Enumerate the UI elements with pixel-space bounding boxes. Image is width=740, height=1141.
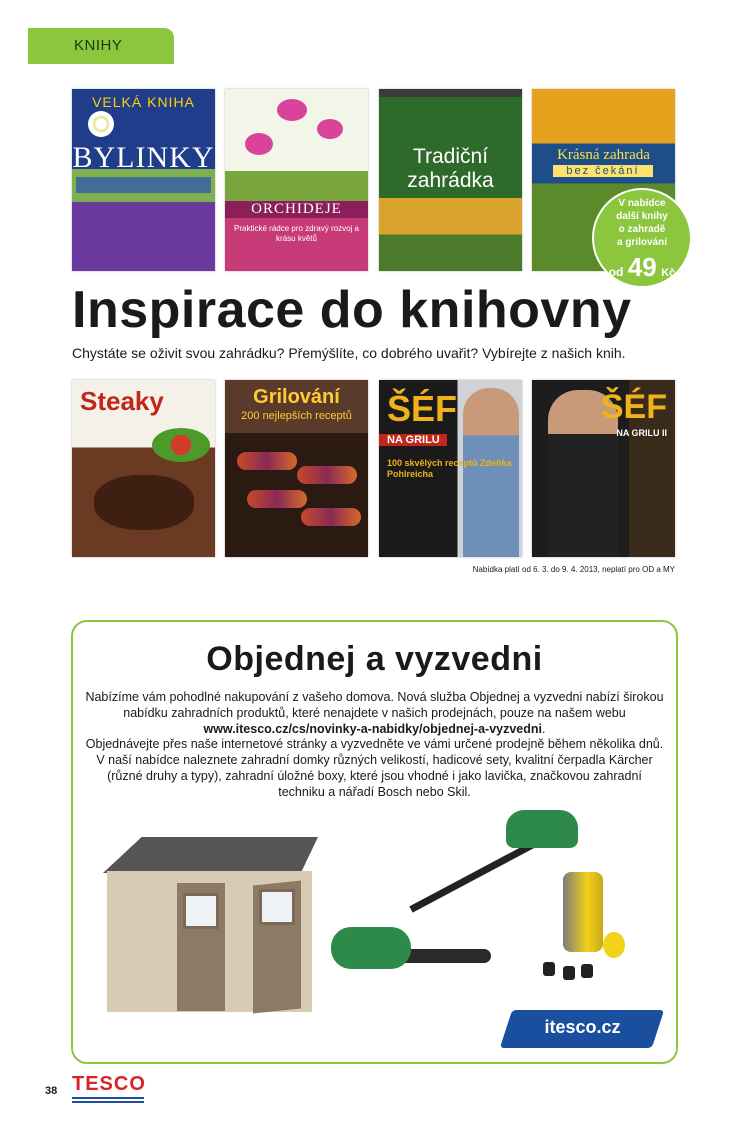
salad-image bbox=[152, 428, 210, 462]
promo-line: a grilování bbox=[616, 237, 667, 248]
saw-motor bbox=[331, 927, 411, 969]
flower-image bbox=[88, 111, 114, 137]
book-title: ORCHIDEJE bbox=[225, 201, 368, 218]
book-title: ŠÉF bbox=[600, 388, 667, 426]
price-value: 49 bbox=[627, 252, 657, 282]
orchid-petal-image bbox=[245, 133, 273, 155]
page-number: 38 bbox=[45, 1085, 58, 1097]
pump-float bbox=[603, 932, 625, 958]
offer-validity-note: Nabídka platí od 6. 3. do 9. 4. 2013, neplatí pro OD a MY bbox=[472, 565, 675, 574]
skewer-image bbox=[297, 466, 357, 484]
pump-fitting bbox=[563, 966, 575, 980]
chainsaw-image bbox=[331, 917, 491, 987]
itesco-web-badge[interactable] bbox=[500, 1010, 664, 1048]
book-cover-tradicni-zahradka[interactable] bbox=[379, 89, 522, 271]
pump-fitting bbox=[581, 964, 593, 978]
book-cover-steaky[interactable] bbox=[72, 380, 215, 557]
book-cover-sef-na-grilu-2[interactable] bbox=[532, 380, 675, 557]
book-title-top: VELKÁ KNIHA bbox=[92, 94, 195, 110]
skewer-image bbox=[247, 490, 307, 508]
book-cover-orchideje[interactable] bbox=[225, 89, 368, 271]
price-promo-badge bbox=[594, 190, 690, 286]
orchid-petal-image bbox=[277, 99, 307, 121]
book-cover-grilovani[interactable] bbox=[225, 380, 368, 557]
cover-band bbox=[76, 177, 211, 193]
book-subtitle: 200 nejlepších receptů bbox=[241, 410, 352, 422]
garden-shed-image bbox=[103, 837, 318, 1012]
shed-roof bbox=[103, 837, 318, 873]
promo-line: o zahradě bbox=[618, 224, 666, 235]
promo-text bbox=[594, 197, 690, 249]
order-paragraph-1: Nabízíme vám pohodlné nakupování z vašeho domova. Nová služba Objednej a vyzvedni nabízí širokou nabídku zahradních produktů, které nenajdete v našich prodejnách, pouze na našem webu bbox=[85, 690, 664, 720]
skewer-image bbox=[237, 452, 297, 470]
page-subheadline: Chystáte se oživit svou zahrádku? Přemýšlíte, co dobrého uvařit? Vybírejte z našich knih. bbox=[72, 345, 626, 361]
tesco-logo-word: TESCO bbox=[72, 1073, 146, 1095]
price-prefix: od bbox=[608, 265, 624, 279]
order-url-link[interactable]: www.itesco.cz/cs/novinky-a-nabidky/objednej-a-vyzvedni bbox=[203, 721, 543, 736]
book-title: Krásná zahrada bbox=[557, 147, 650, 163]
page-headline: Inspirace do knihovny bbox=[72, 281, 632, 339]
steak-image bbox=[94, 475, 194, 530]
pump-fitting bbox=[543, 962, 555, 976]
promo-line: V nabídce bbox=[618, 198, 666, 209]
book-subtitle: bez čekání bbox=[553, 165, 653, 177]
shed-window bbox=[259, 889, 295, 925]
book-title: Steaky bbox=[80, 386, 164, 416]
shed-window bbox=[183, 893, 219, 929]
order-title: Objednej a vyzvedni bbox=[206, 640, 543, 678]
pump-tank bbox=[563, 872, 603, 952]
order-description bbox=[83, 690, 666, 801]
section-tab bbox=[28, 28, 174, 64]
book-title: ŠÉF bbox=[387, 388, 458, 429]
order-paragraph-2: Objednávejte přes naše internetové stránky a vyzvedněte ve vámi určené prodejně během několika dnů. V naší nabídce naleznete zahradní domky různých velikostí, hadicové sety, kvalitní čerpadla Kärcher (různé druhy a typy), zahradní úložné boxy, které jsou vhodné i jako lavička, značkovou zahradní techniku a nářadí Bosch nebo Skil. bbox=[85, 737, 664, 799]
book-title: Grilování bbox=[253, 386, 340, 408]
price-currency: Kč bbox=[661, 267, 676, 279]
order-and-pickup-box bbox=[71, 620, 678, 1064]
tesco-logo bbox=[72, 1073, 146, 1103]
section-tab-label: KNIHY bbox=[74, 37, 123, 54]
book-subtitle: NA GRILU bbox=[379, 434, 447, 446]
skewer-image bbox=[301, 508, 361, 526]
book-cover-bylinky[interactable] bbox=[72, 89, 215, 271]
book-title: Tradiční zahrádka bbox=[407, 145, 494, 192]
book-tagline: 100 skvělých receptů Zdeňka Pohlreicha bbox=[387, 458, 512, 479]
book-cover-sef-na-grilu[interactable] bbox=[379, 380, 522, 557]
promo-price bbox=[594, 252, 690, 283]
book-subtitle: Praktické rádce pro zdravý rozvoj a krásu květů bbox=[234, 224, 359, 243]
water-pump-image bbox=[543, 872, 653, 982]
book-title: BYLINKY bbox=[72, 141, 215, 174]
tesco-logo-stripes bbox=[72, 1097, 144, 1103]
trimmer-body bbox=[506, 810, 578, 848]
orchid-petal-image bbox=[317, 119, 343, 139]
book-subtitle: NA GRILU II bbox=[616, 428, 667, 438]
order-paragraph-1-end: . bbox=[542, 721, 546, 736]
itesco-badge-label: itesco.cz bbox=[544, 1017, 621, 1037]
promo-line: další knihy bbox=[616, 211, 668, 222]
cover-strip bbox=[379, 89, 522, 97]
